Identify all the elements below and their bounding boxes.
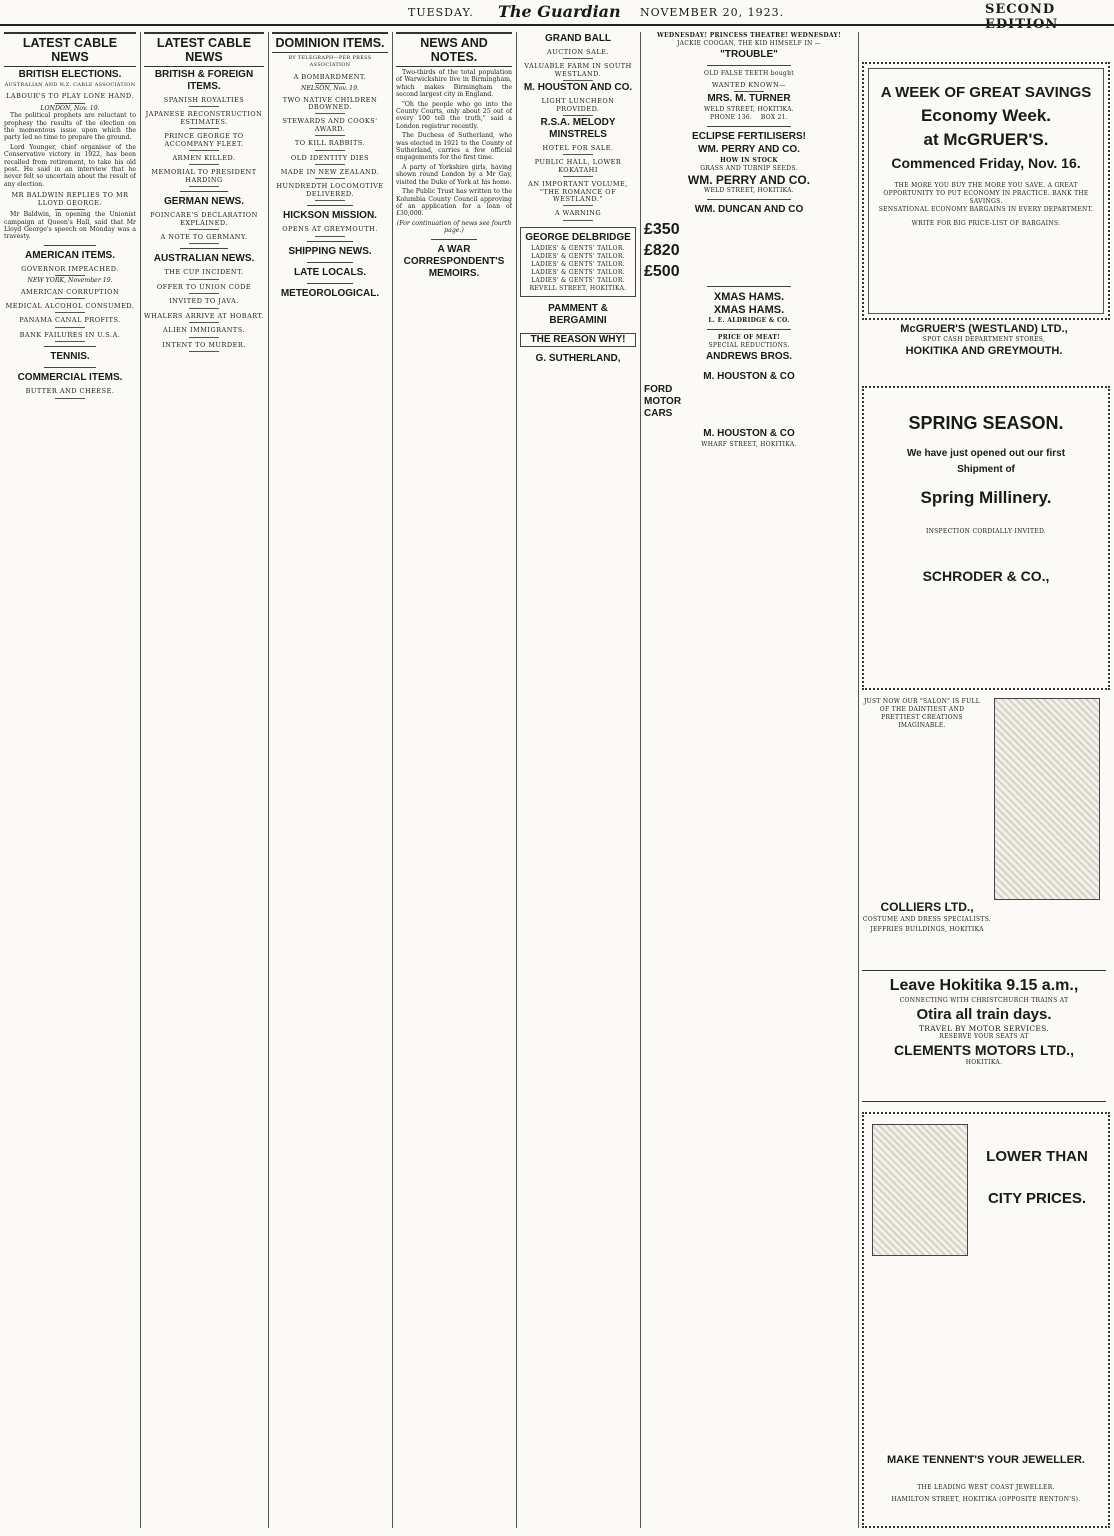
dateline: LONDON, Nov. 19. bbox=[40, 104, 100, 112]
ad-address: JEFFRIES BUILDINGS, HOKITIKA bbox=[870, 926, 984, 933]
ad-box: BOX 21. bbox=[760, 114, 789, 122]
column-5 bbox=[520, 32, 636, 1528]
article-subhead: TWO NATIVE CHILDREN DROWNED. bbox=[272, 97, 388, 115]
divider bbox=[707, 286, 791, 287]
dateline: NEW YORK, November 19. bbox=[27, 277, 113, 285]
ad-title: PAMMENT & BERGAMINI bbox=[548, 302, 608, 326]
mcgruers-firm bbox=[862, 322, 1106, 358]
theatre-header: WEDNESDAY! PRINCESS THEATRE! WEDNESDAY! bbox=[656, 32, 842, 39]
article-subhead: AN IMPORTANT VOLUME, "THE ROMANCE OF WESTLAND." bbox=[520, 181, 636, 206]
article-subhead: BUTTER AND CHEESE. bbox=[4, 388, 136, 398]
delbridge-ad bbox=[520, 227, 636, 297]
ad-headline: We have just opened out our first bbox=[906, 448, 1066, 459]
column-3 bbox=[272, 32, 388, 1528]
price: £350 bbox=[644, 221, 680, 239]
article-subhead: MR BALDWIN REPLIES TO MR LLOYD GEORGE. bbox=[4, 192, 136, 210]
ad-address: HAMILTON STREET, HOKITIKA (OPPOSITE RENTON'S). bbox=[891, 1496, 1081, 1503]
section-heading: TENNIS. bbox=[50, 351, 90, 363]
theatre-star: JACKIE COOGAN, THE KID HIMSELF IN — bbox=[676, 40, 822, 47]
clements-ad bbox=[862, 970, 1106, 1102]
ad-phone: PHONE 136. bbox=[709, 114, 753, 122]
article-subhead: HUNDREDTH LOCOMOTIVE DELIVERED. bbox=[272, 183, 388, 201]
divider bbox=[707, 199, 791, 200]
ad-headline: at McGRUER'S. bbox=[923, 130, 1049, 149]
article-subhead: HOTEL FOR SALE. bbox=[520, 145, 636, 155]
section-heading: LATEST CABLE NEWS bbox=[4, 32, 136, 67]
masthead-title: The Guardian bbox=[498, 2, 621, 21]
ad-line bbox=[644, 114, 854, 122]
ad-line: OPPORTUNITY TO PUT ECONOMY IN PRACTICE. BANK THE SAVINGS. bbox=[883, 190, 1089, 205]
ad-title: WM. PERRY AND CO. bbox=[687, 173, 811, 188]
ad-title: ANDREWS BROS. bbox=[705, 351, 793, 363]
column-rule bbox=[858, 32, 859, 1528]
article-subhead: ALIEN IMMIGRANTS. bbox=[144, 327, 264, 337]
section-heading: NEWS AND NOTES. bbox=[396, 32, 512, 67]
section-subheading: BRITISH & FOREIGN ITEMS. bbox=[154, 69, 254, 92]
ad-headline: LOWER THAN bbox=[986, 1148, 1088, 1165]
credit-line: AUSTRALIAN AND N.Z. CABLE ASSOCIATION bbox=[4, 82, 136, 88]
divider bbox=[707, 126, 791, 127]
article-paragraph: Lord Younger, chief organiser of the Conservative victory in 1922, has been recalled from retirement, to take his old post. He said in an interview that he never felt so uncertain about the result of any election. bbox=[4, 143, 136, 188]
article-subhead: THE CUP INCIDENT. bbox=[144, 269, 264, 279]
section-heading: AMERICAN ITEMS. bbox=[25, 249, 115, 261]
column-rule bbox=[140, 32, 141, 1528]
article-subhead: PUBLIC HALL, LOWER KOKATAHI bbox=[520, 159, 636, 177]
credit-line: BY TELEGRAPH—PER PRESS ASSOCIATION bbox=[288, 55, 372, 69]
ad-headline: Otira all train days. bbox=[916, 1006, 1052, 1023]
colliers-ad bbox=[862, 690, 1106, 950]
price: £820 bbox=[644, 242, 680, 260]
section-heading: HICKSON MISSION. bbox=[283, 210, 377, 222]
column-1 bbox=[4, 32, 136, 1528]
section-heading: AUSTRALIAN NEWS. bbox=[153, 253, 255, 265]
section-heading: METEOROLOGICAL. bbox=[280, 287, 380, 299]
ad-headline: Leave Hokitika 9.15 a.m., bbox=[889, 977, 1079, 994]
article-subhead: INTENT TO MURDER. bbox=[144, 342, 264, 352]
ad-line: LADIES' & GENTS' TAILOR. bbox=[531, 276, 625, 284]
article-subhead: A WARNING bbox=[520, 210, 636, 220]
ad-headline: Shipment of bbox=[957, 464, 1015, 475]
masthead-date: NOVEMBER 20, 1923. bbox=[640, 6, 785, 19]
ad-line: HOW IN STOCK bbox=[720, 157, 778, 165]
ad-title: M. HOUSTON & CO bbox=[703, 371, 795, 383]
column-rule bbox=[516, 32, 517, 1528]
ad-line: SENSATIONAL ECONOMY BARGAINS IN EVERY DEPARTMENT. bbox=[878, 206, 1094, 213]
column-rule bbox=[392, 32, 393, 1528]
ad-line: JUST NOW OUR "SALON" IS FULL OF THE DAINTIEST AND PRETTIEST CREATIONS IMAGINABLE. bbox=[863, 698, 981, 729]
ad-title: G. SUTHERLAND, bbox=[535, 352, 621, 364]
ad-line: CONNECTING WITH CHRISTCHURCH TRAINS AT bbox=[899, 997, 1069, 1004]
article-subhead: AMERICAN CORRUPTION bbox=[4, 289, 136, 299]
ad-line: HOKITIKA. bbox=[965, 1059, 1003, 1066]
column-rule bbox=[268, 32, 269, 1528]
divider bbox=[44, 367, 97, 368]
section-heading: DOMINION ITEMS. bbox=[272, 32, 388, 53]
section-heading: LATE LOCALS. bbox=[293, 266, 367, 278]
article-paragraph: A party of Yorkshire girls, having shown round London by a Mr Gay, visited the Duke of York at his home. bbox=[396, 163, 512, 186]
ad-title: XMAS HAMS. bbox=[713, 291, 785, 304]
continuation-note: (For continuation of news see fourth page.) bbox=[396, 219, 512, 235]
ad-firm: SCHRODER & CO., bbox=[922, 568, 1050, 584]
ad-title: WM. PERRY AND CO. bbox=[698, 144, 800, 156]
ad-line: LADIES' & GENTS' TAILOR. bbox=[531, 252, 625, 260]
divider bbox=[44, 346, 97, 347]
price: £500 bbox=[644, 263, 680, 281]
article-paragraph: Two-thirds of the total population of Warwickshire live in Birmingham, which makes Birmingham the second largest city in England. bbox=[396, 69, 512, 99]
article-subhead: ARMEN KILLED. bbox=[144, 155, 264, 165]
masthead bbox=[0, 0, 1114, 30]
article-subhead: MEDICAL ALCOHOL CONSUMED. bbox=[4, 303, 136, 313]
divider bbox=[707, 65, 791, 66]
ad-firm: McGRUER'S (WESTLAND) LTD., bbox=[900, 323, 1068, 335]
ad-line: LADIES' & GENTS' TAILOR. bbox=[531, 260, 625, 268]
ad-headline: MAKE TENNENT'S YOUR JEWELLER. bbox=[887, 1454, 1085, 1466]
firm-name: M. HOUSTON AND CO. bbox=[523, 82, 633, 94]
article-paragraph: Mr Baldwin, in opening the Unionist campaign at Queen's Hall, said that Mr Lloyd George's speech on Monday was a travesty. bbox=[4, 211, 136, 241]
column-4 bbox=[396, 32, 512, 1528]
article-subhead: MADE IN NEW ZEALAND. bbox=[272, 169, 388, 179]
ad-title: XMAS HAMS. bbox=[713, 304, 785, 317]
divider bbox=[307, 283, 353, 284]
article-paragraph: The political prophets are reluctant to prophesy the results of the election on the momentous issue upon which the party led no time to prepare the ground. bbox=[4, 112, 136, 142]
ad-firm: COLLIERS LTD., bbox=[880, 900, 974, 914]
divider bbox=[180, 248, 228, 249]
ad-title: GEORGE DELBRIDGE bbox=[525, 231, 631, 243]
article-subhead: INVITED TO JAVA. bbox=[144, 298, 264, 308]
divider bbox=[307, 262, 353, 263]
article-subhead: POINCARE'S DECLARATION EXPLAINED. bbox=[144, 212, 264, 230]
ad-title: WM. DUNCAN AND CO bbox=[694, 204, 804, 216]
ad-line: SPECIAL REDUCTIONS. bbox=[708, 342, 790, 350]
article-subhead: PRINCE GEORGE TO ACCOMPANY FLEET. bbox=[144, 133, 264, 151]
article-subhead: OPENS AT GREYMOUTH. bbox=[272, 226, 388, 236]
jeweller-illustration bbox=[872, 1124, 968, 1256]
ad-headline: CITY PRICES. bbox=[987, 1190, 1087, 1207]
article-subhead: OLD IDENTITY DIES bbox=[272, 155, 388, 165]
ad-address: WHARF STREET, HOKITIKA. bbox=[701, 441, 797, 449]
article-subhead: A NOTE TO GERMANY. bbox=[144, 234, 264, 244]
ad-title: THE REASON WHY! bbox=[520, 333, 636, 347]
article-paragraph: The Public Trust has written to the Kolumbia County Council approving of an application for a loan of £30,000. bbox=[396, 188, 512, 218]
article-subhead: MEMORIAL TO PRESIDENT HARDING bbox=[144, 169, 264, 187]
section-heading: COMMERCIAL ITEMS. bbox=[17, 372, 123, 384]
colliers-text bbox=[862, 690, 982, 730]
ad-headline: SPRING SEASON. bbox=[908, 413, 1064, 433]
article-subhead: OFFER TO UNION CODE bbox=[144, 284, 264, 294]
article-subhead: SPANISH ROYALTIES bbox=[144, 97, 264, 107]
section-subheading: BRITISH ELECTIONS. bbox=[18, 69, 122, 80]
article-subhead: JAPANESE RECONSTRUCTION ESTIMATES. bbox=[144, 111, 264, 129]
ad-address: REVELL STREET, HOKITIKA. bbox=[529, 284, 627, 292]
divider bbox=[707, 329, 791, 330]
ad-line: THE LEADING WEST COAST JEWELLER. bbox=[917, 1484, 1055, 1491]
ad-title: FORD MOTOR CARS bbox=[644, 384, 682, 420]
ad-title: M. HOUSTON & CO bbox=[703, 428, 795, 440]
article-subhead: BANK FAILURES IN U.S.A. bbox=[4, 332, 136, 342]
ad-title: PRICE OF MEAT! bbox=[717, 334, 781, 342]
section-heading: A WAR CORRESPONDENT'S MEMOIRS. bbox=[403, 243, 505, 279]
article-paragraph: The Duchess of Sutherland, who was elected in 1921 to the County of Sutherland, carries a few official engagements for the first time. bbox=[396, 132, 512, 162]
tennents-ad bbox=[862, 1112, 1110, 1528]
ad-title: MRS. M. TURNER bbox=[707, 93, 791, 105]
ad-line: LADIES' & GENTS' TAILOR. bbox=[531, 244, 625, 252]
masthead-rule bbox=[0, 24, 1114, 26]
divider bbox=[180, 191, 228, 192]
ad-line: INSPECTION CORDIALLY INVITED. bbox=[925, 528, 1047, 535]
ad-address: WELD STREET, HOKITIKA. bbox=[703, 187, 795, 195]
article-subhead: PANAMA CANAL PROFITS. bbox=[4, 317, 136, 327]
ad-line: GRASS AND TURNIP SEEDS. bbox=[700, 165, 798, 173]
article-subhead: STEWARDS AND COOKS' AWARD. bbox=[272, 118, 388, 136]
article-subhead: AUCTION SALE. bbox=[520, 49, 636, 59]
mcgruers-ad bbox=[862, 62, 1110, 320]
ad-line: OLD FALSE TEETH bought bbox=[704, 70, 794, 77]
ad-line: THE MORE YOU BUY THE MORE YOU SAVE. A GREAT bbox=[894, 182, 1078, 189]
ad-line: WRITE FOR BIG PRICE-LIST OF BARGAINS. bbox=[911, 220, 1061, 227]
fashion-illustration bbox=[994, 698, 1100, 900]
price-list bbox=[644, 220, 854, 282]
section-heading: GERMAN NEWS. bbox=[164, 196, 244, 208]
article-subhead: TO KILL RABBITS. bbox=[272, 140, 388, 150]
divider bbox=[307, 205, 353, 206]
article-subhead: LIGHT LUNCHEON PROVIDED. bbox=[520, 98, 636, 116]
firm-name: L. E. ALDRIDGE & CO. bbox=[708, 317, 790, 325]
ad-headline: A WEEK OF GREAT SAVINGS bbox=[880, 84, 1092, 101]
ad-line: COSTUME AND DRESS SPECIALISTS. bbox=[862, 916, 992, 923]
article-subhead: GOVERNOR IMPEACHED. bbox=[4, 266, 136, 276]
column-2 bbox=[144, 32, 264, 1528]
divider bbox=[431, 239, 477, 240]
section-heading: SHIPPING NEWS. bbox=[288, 245, 372, 257]
dateline: NELSON, Nov. 19. bbox=[301, 85, 359, 93]
ad-title: ECLIPSE FERTILISERS! bbox=[692, 131, 806, 143]
masthead-day: TUESDAY. bbox=[408, 6, 474, 19]
article-subhead: WANTED KNOWN— bbox=[644, 82, 854, 92]
column-rule bbox=[640, 32, 641, 1528]
ad-headline: Commenced Friday, Nov. 16. bbox=[891, 155, 1081, 171]
column-6 bbox=[644, 32, 854, 1528]
article-subhead: WHALERS ARRIVE AT HOBART. bbox=[144, 313, 264, 323]
ad-line: TRAVEL BY MOTOR SERVICES. bbox=[918, 1024, 1049, 1033]
article-paragraph: "Oh the people who go into the County Courts, only about 25 out of every 100 tell the truth," said a London registrar recently. bbox=[396, 100, 512, 130]
ad-headline: Spring Millinery. bbox=[920, 488, 1052, 507]
ad-title: R.S.A. MELODY MINSTRELS bbox=[540, 117, 616, 141]
article-subhead: VALUABLE FARM IN SOUTH WESTLAND. bbox=[520, 63, 636, 81]
divider bbox=[44, 245, 97, 246]
ad-address: WELD STREET, HOKITIKA. bbox=[703, 106, 795, 114]
schroder-ad bbox=[862, 386, 1110, 690]
ad-headline: Economy Week. bbox=[920, 106, 1052, 125]
ad-title: GRAND BALL bbox=[544, 33, 612, 44]
masthead-edition: SECOND EDITION bbox=[985, 2, 1059, 32]
ad-firm: CLEMENTS MOTORS LTD., bbox=[894, 1042, 1074, 1058]
ad-line: RESERVE YOUR SEATS AT bbox=[939, 1033, 1029, 1040]
article-subhead: LABOUR'S TO PLAY LONE HAND. bbox=[4, 93, 136, 103]
ad-firm: HOKITIKA AND GREYMOUTH. bbox=[905, 345, 1063, 357]
divider bbox=[307, 241, 353, 242]
ad-line: LADIES' & GENTS' TAILOR. bbox=[531, 268, 625, 276]
article-subhead: A BOMBARDMENT. bbox=[272, 74, 388, 84]
theatre-film: "TROUBLE" bbox=[720, 49, 778, 60]
section-heading: LATEST CABLE NEWS bbox=[144, 32, 264, 67]
ad-line: SPOT CASH DEPARTMENT STORES, bbox=[922, 336, 1046, 343]
